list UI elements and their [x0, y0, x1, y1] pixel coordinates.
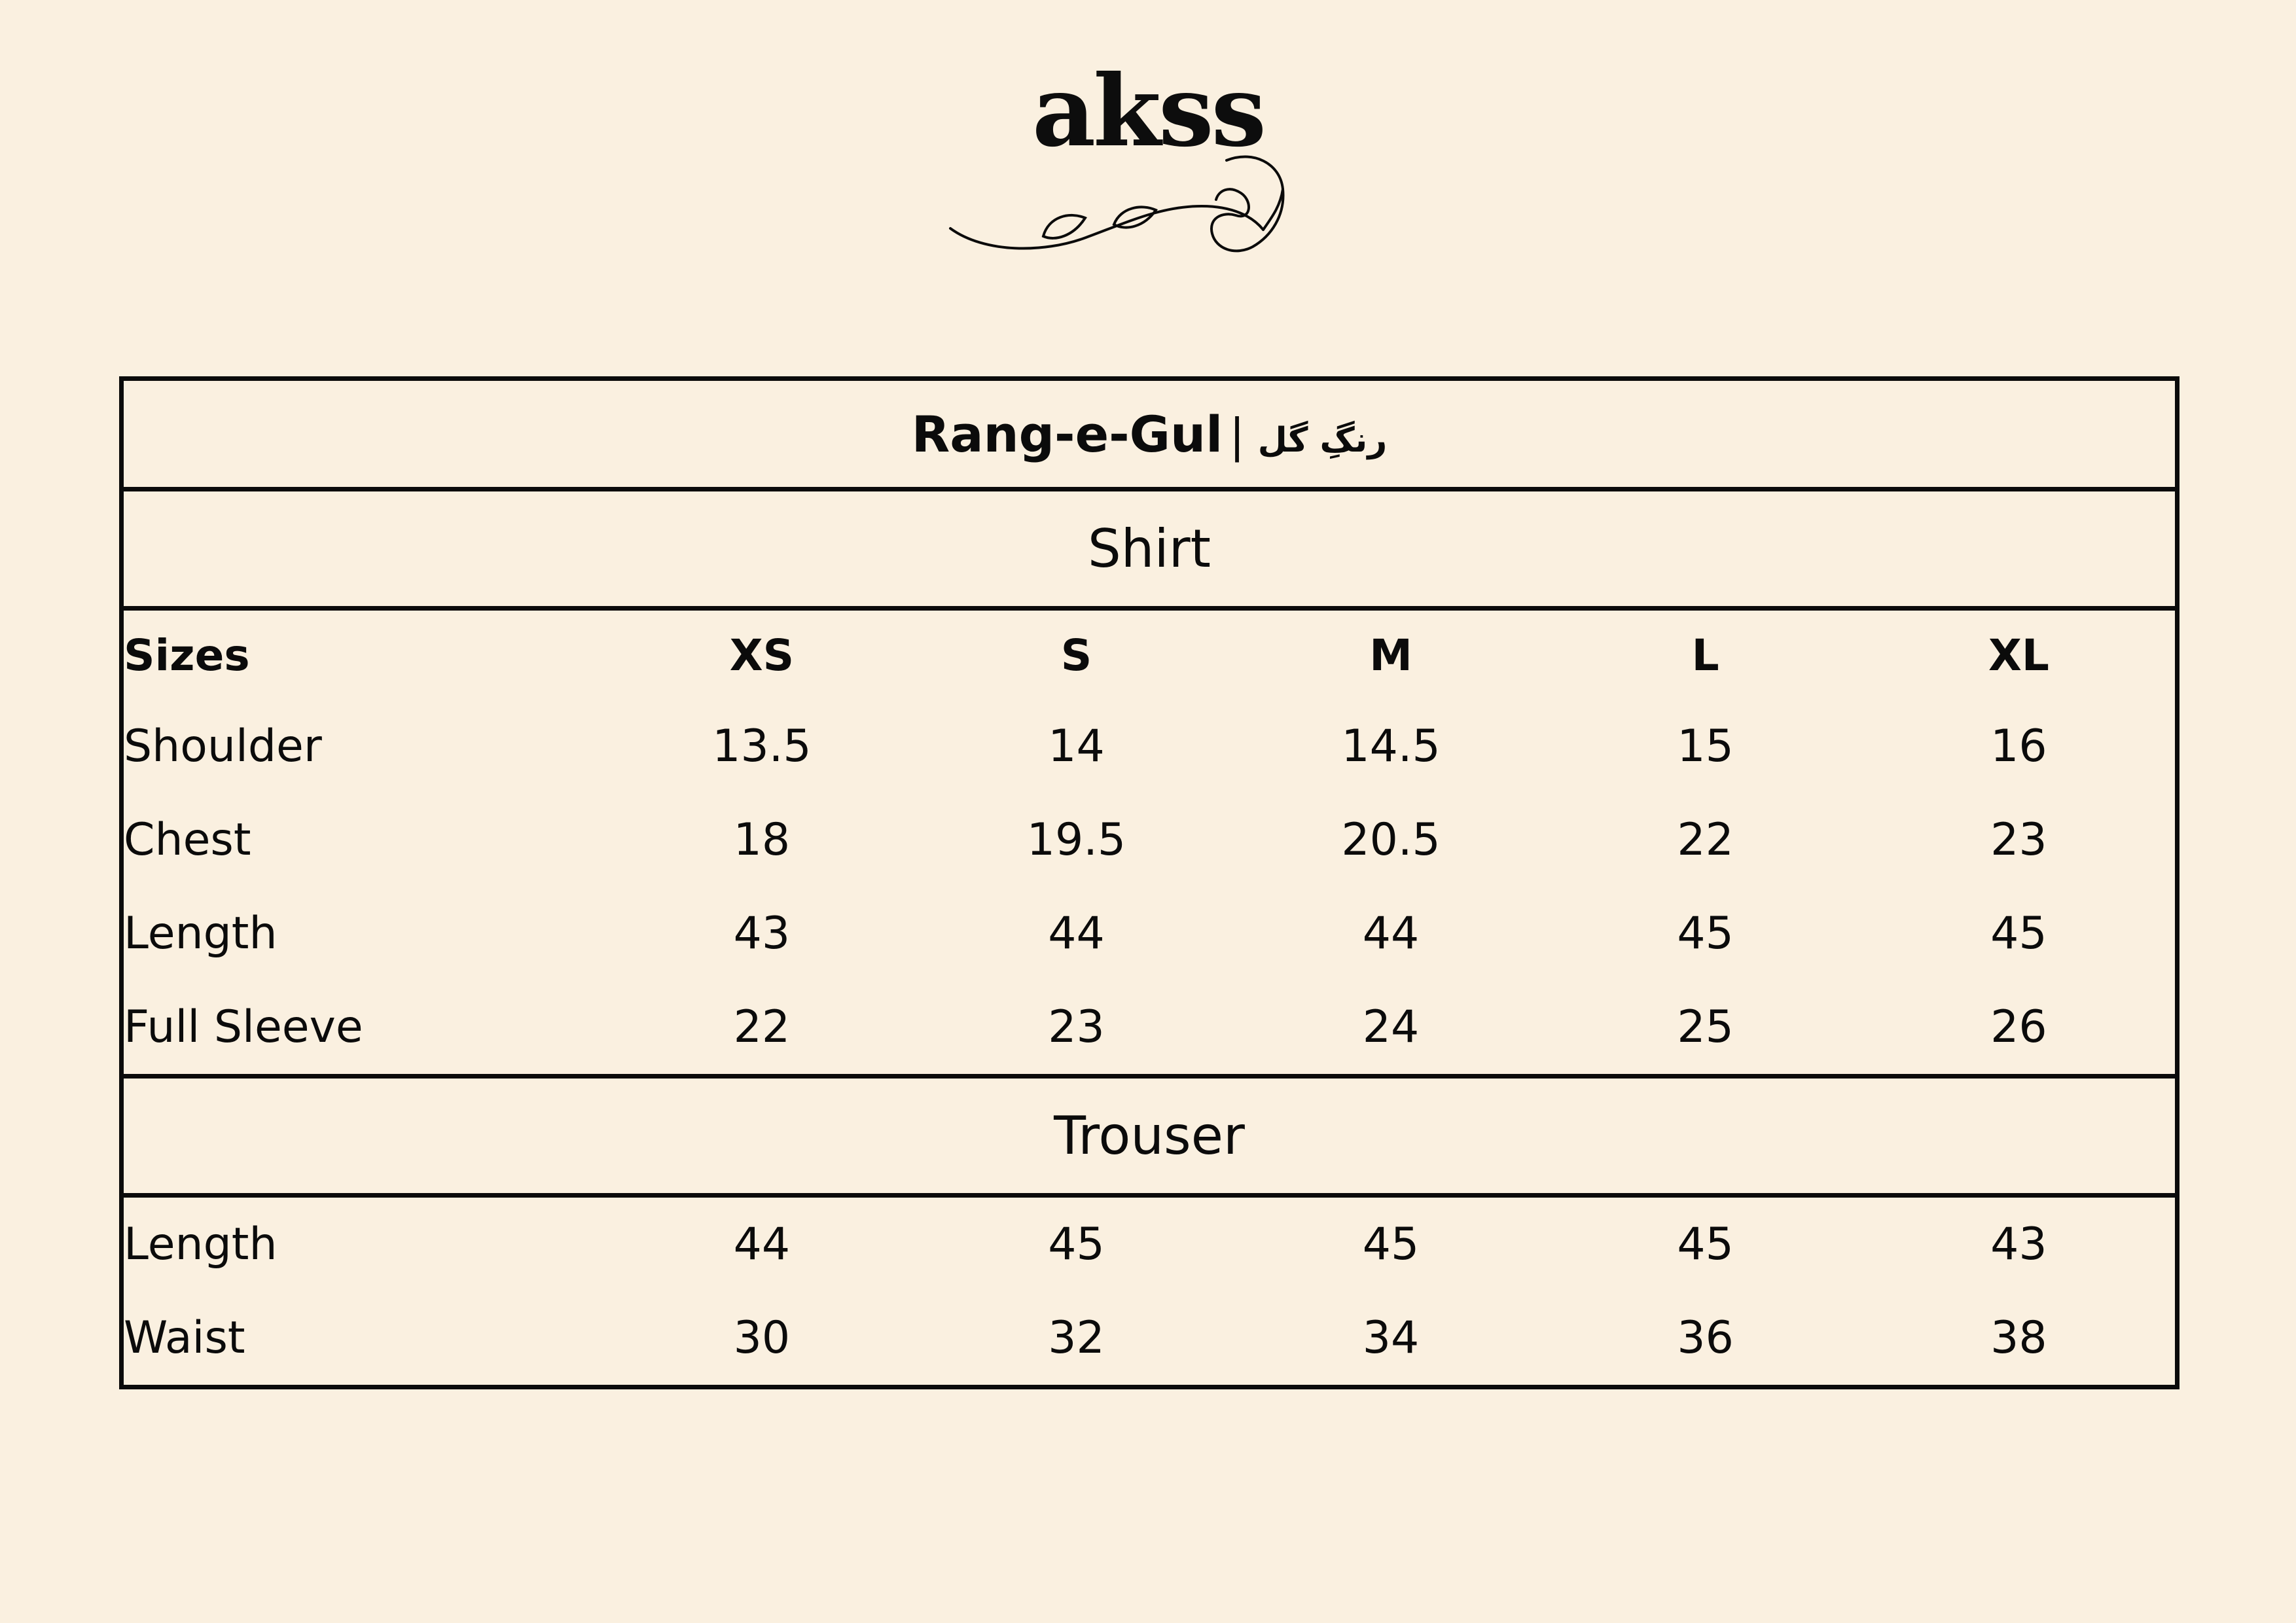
chest-xl: 23: [1863, 793, 2178, 887]
row-label-trouser-length: Length: [122, 1196, 605, 1292]
rose-line-art-icon: [945, 138, 1351, 259]
size-header-xl: XL: [1863, 609, 2178, 700]
table-row: [122, 700, 2178, 793]
waist-l: 36: [1677, 1312, 1734, 1364]
waist-xs: 30: [733, 1312, 791, 1364]
chest-xs: 18: [733, 814, 791, 866]
shirt-length-xl: 45: [1863, 887, 2178, 980]
table-row: [122, 887, 2178, 980]
chest-l: 22: [1677, 814, 1734, 866]
shirt-length-l: 45: [1677, 908, 1734, 959]
full-sleeve-s: 23: [919, 980, 1234, 1077]
trouser-length-m: 45: [1234, 1196, 1549, 1292]
shirt-length-xs: 43: [733, 908, 791, 959]
size-header-xs: XS: [605, 609, 920, 700]
table-row: [122, 793, 2178, 887]
size-header-l: L: [1548, 609, 1863, 700]
full-sleeve-l: 25: [1548, 980, 1863, 1077]
trouser-length-l: 45: [1548, 1196, 1863, 1292]
chart-title-cell: [122, 379, 2178, 490]
title-separator: |: [1229, 408, 1245, 463]
section-title-shirt: Shirt: [122, 490, 2178, 609]
title-latin: Rang-e-Gul: [911, 404, 1223, 463]
trouser-length-xs: 44: [605, 1196, 920, 1292]
row-label-full-sleeve: Full Sleeve: [122, 980, 605, 1077]
size-chart-table: [119, 376, 2179, 1389]
table-row: [122, 1291, 2178, 1387]
shoulder-xs: 13.5: [712, 721, 812, 772]
shirt-length-s: 44: [1048, 908, 1105, 959]
full-sleeve-m: 24: [1234, 980, 1549, 1077]
trouser-length-s: 45: [919, 1196, 1234, 1292]
full-sleeve-xs: 22: [605, 980, 920, 1077]
section-header-shirt: [122, 490, 2178, 609]
chart-title-row: [122, 379, 2178, 490]
size-header-s: S: [919, 609, 1234, 700]
waist-m: 34: [1362, 1312, 1420, 1364]
table-row: [122, 1196, 2178, 1292]
chest-s: 19.5: [1026, 814, 1126, 866]
shoulder-xl: 16: [1863, 700, 2178, 793]
row-label-shoulder: Shoulder: [122, 700, 605, 793]
sizes-header-row: [122, 609, 2178, 700]
row-label-chest: Chest: [122, 793, 605, 887]
table-row: [122, 980, 2178, 1077]
waist-s: 32: [1048, 1312, 1105, 1364]
title-urdu: رنگِ گل: [1257, 420, 1388, 460]
row-label-waist: Waist: [122, 1291, 605, 1387]
shoulder-l: 15: [1677, 721, 1734, 772]
section-header-trouser: [122, 1077, 2178, 1196]
brand-wordmark: akss: [1031, 54, 1265, 169]
shoulder-m: 14.5: [1341, 721, 1441, 772]
size-header-m: M: [1234, 609, 1549, 700]
shirt-length-m: 44: [1362, 908, 1420, 959]
chest-m: 20.5: [1341, 814, 1441, 866]
brand-logo: [0, 54, 2296, 259]
size-chart-table-wrapper: [119, 376, 2179, 1389]
full-sleeve-xl: 26: [1863, 980, 2178, 1077]
waist-xl: 38: [1863, 1291, 2178, 1387]
trouser-length-xl: 43: [1863, 1196, 2178, 1292]
sizes-header-label: Sizes: [122, 609, 605, 700]
shoulder-s: 14: [1048, 721, 1105, 772]
row-label-shirt-length: Length: [122, 887, 605, 980]
section-title-trouser: Trouser: [122, 1077, 2178, 1196]
